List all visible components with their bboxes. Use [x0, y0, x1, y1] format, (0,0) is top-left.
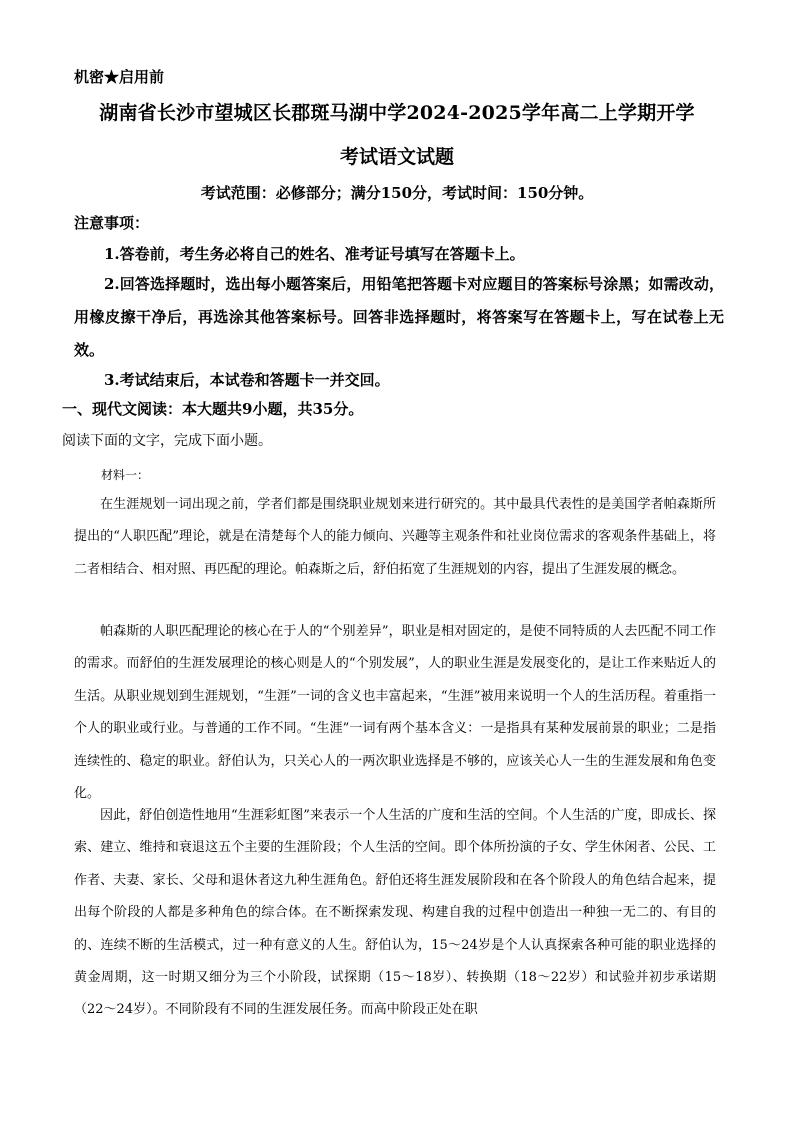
- notice-item: 3.考试结束后，本试卷和答题卡一并交回。: [104, 371, 390, 389]
- exam-range: 考试范围：必修部分；满分150分，考试时间：150分钟。: [200, 184, 594, 202]
- notice-heading: 注意事项：: [74, 214, 150, 232]
- reading-instruction: 阅读下面的文字，完成下面小题。: [62, 432, 272, 448]
- notice-item: 2.回答选择题时，选出每小题答案后，用铅笔把答题卡对应题目的答案标号涂黑；如需改动，用橡皮擦干净后，再选涂其他答案标号。回答非选择题时，将答案写在答题卡上，写在试卷上无效。: [74, 275, 724, 359]
- material-paragraph: 因此，舒伯创造性地用“生涯彩虹图”来表示一个人生活的广度和生活的空间。个人生活的广度，即成长、探索、建立、维持和衰退这五个主要的生涯阶段；个人生活的空间。即个体所扮演的子女、学生休闲者、公民、工作者、夫妻、家长、父母和退休者这九种生涯角色。舒伯还将生涯发展阶段和在各个阶段人的角色结合起来，提出每个阶段的人都是多种角色的综合体。在不断探索发现、构建自我的过程中创造出一种独一无二的、有目的的、连续不断的生活模式，过一种有意义的人生。舒伯认为，15～24岁是个人认真探索各种可能的职业选择的黄金周期，这一时期又细分为三个小阶段，试探期（15～18岁）、转换期（18～22岁）和试验并初步承诺期（22～24岁）。不同阶段有不同的生涯发展任务。而高中阶段正处在职: [74, 808, 716, 1018]
- notice-item: 1.答卷前，考生务必将自己的姓名、准考证号填写在答题卡上。: [104, 245, 525, 263]
- exam-title-line1: 湖南省长沙市望城区长郡斑马湖中学2024-2025学年高二上学期开学: [99, 102, 695, 124]
- material-label: 材料一：: [101, 468, 150, 482]
- section-heading: 一、现代文阅读：本大题共9小题，共35分。: [62, 400, 364, 418]
- material-paragraph: 在生涯规划一词出现之前，学者们都是围绕职业规划来进行研究的。其中最具代表性的是美国学者帕森斯所提出的“人职匹配”理论，就是在清楚每个人的能力倾向、兴趣等主观条件和社业岗位需求的客观条件基础上，将二者相结合、相对照、再匹配的理论。帕森斯之后，舒伯拓宽了生涯规划的内容，提出了生涯发展的概念。: [74, 497, 716, 577]
- material-paragraph: 帕森斯的人职匹配理论的核心在于人的“个别差异”，职业是相对固定的，是使不同特质的人去匹配不同工作的需求。而舒伯的生涯发展理论的核心则是人的“个别发展”，人的职业生涯是发展变化的，是让工作来贴近人的生活。从职业规划到生涯规划，“生涯”一词的含义也丰富起来，“生涯”被用来说明一个人的生活历程。着重指一个人的职业或行业。与普通的工作不同。“生涯”一词有两个基本含义：一是指具有某种发展前景的职业；二是指连续性的、稳定的职业。舒伯认为，只关心人的一两次职业选择是不够的，应该关心人一生的生涯发展和角色变化。: [74, 624, 716, 802]
- exam-title-line2: 考试语文试题: [339, 146, 454, 168]
- confidential-mark: 机密★启用前: [74, 68, 165, 86]
